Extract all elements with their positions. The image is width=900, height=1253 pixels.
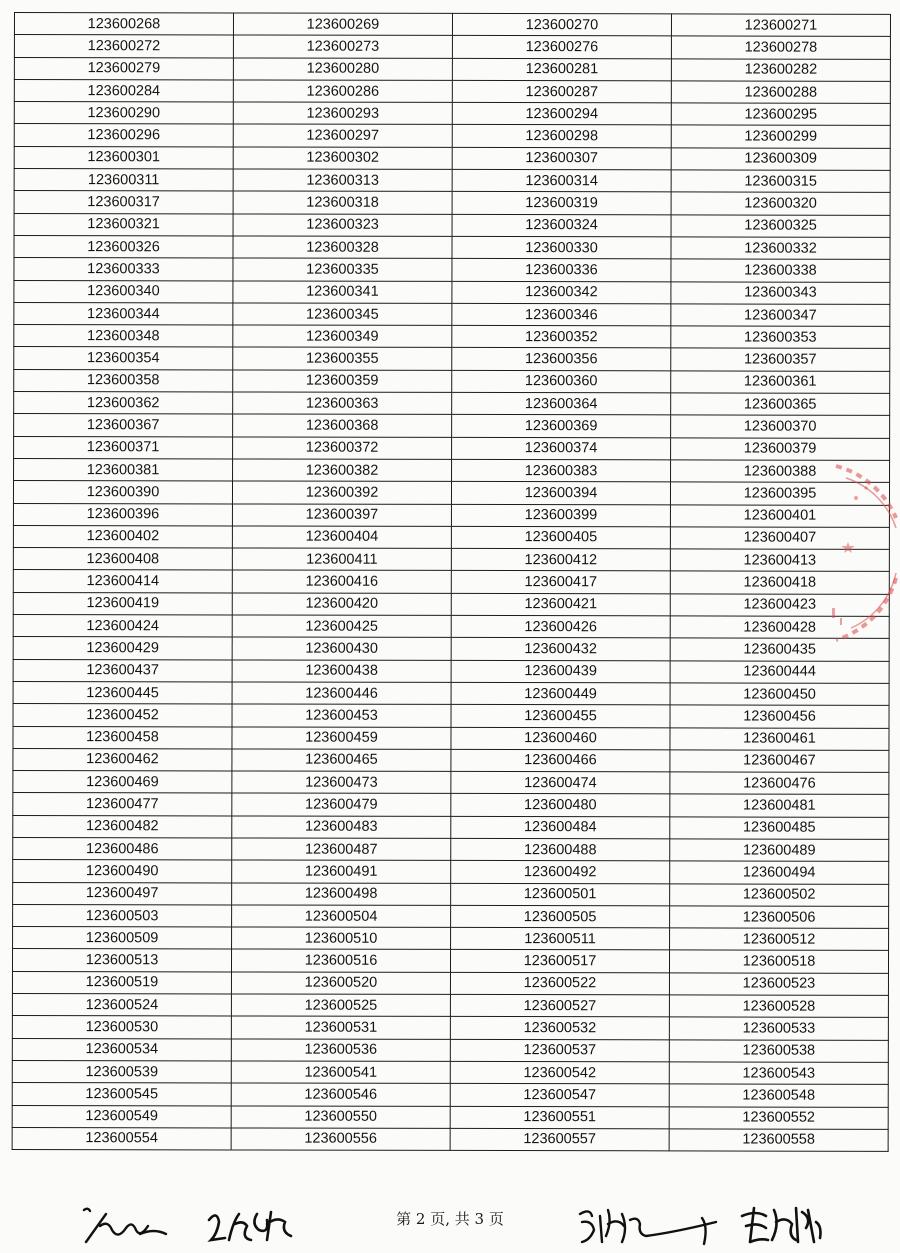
table-cell: 123600541 — [231, 1061, 450, 1084]
table-cell: 123600517 — [450, 950, 669, 973]
table-cell: 123600523 — [669, 973, 888, 996]
table-row — [13, 681, 889, 705]
table-cell: 123600476 — [670, 772, 889, 795]
table-cell: 123600554 — [12, 1127, 231, 1150]
table-cell: 123600278 — [671, 36, 890, 59]
table-cell: 123600279 — [14, 57, 233, 80]
table-cell: 123600354 — [14, 347, 233, 370]
table-cell: 123600488 — [451, 838, 670, 861]
table-cell: 123600359 — [233, 370, 452, 393]
table-cell: 123600396 — [13, 503, 232, 526]
table-cell: 123600536 — [231, 1039, 450, 1062]
table-cell: 123600371 — [14, 436, 233, 459]
table-cell: 123600525 — [231, 994, 450, 1017]
table-cell: 123600520 — [231, 972, 450, 995]
table-cell: 123600445 — [13, 681, 232, 704]
table-cell: 123600483 — [232, 816, 451, 839]
table-cell: 123600542 — [450, 1061, 669, 1084]
table-row — [14, 302, 890, 326]
table-row — [14, 191, 890, 215]
table-cell: 123600325 — [671, 215, 890, 238]
table-cell: 123600417 — [451, 571, 670, 594]
table-row — [14, 13, 890, 37]
table-cell: 123600295 — [671, 103, 890, 126]
red-seal-icon — [796, 458, 900, 648]
table-cell: 123600324 — [452, 214, 671, 237]
table-cell: 123600320 — [671, 192, 890, 215]
table-cell: 123600395 — [670, 482, 889, 505]
table-cell: 123600477 — [13, 793, 232, 816]
table-cell: 123600506 — [670, 906, 889, 929]
table-cell: 123600390 — [13, 481, 232, 504]
table-cell: 123600330 — [452, 236, 671, 259]
table-row — [13, 793, 889, 817]
table-cell: 123600423 — [670, 594, 889, 617]
table-row — [13, 837, 889, 861]
table-row — [14, 325, 890, 349]
table-row — [14, 213, 890, 237]
table-cell: 123600479 — [232, 793, 451, 816]
table-cell: 123600549 — [12, 1105, 231, 1128]
table-cell: 123600364 — [452, 392, 671, 415]
table-cell: 123600534 — [12, 1038, 231, 1061]
table-cell: 123600438 — [232, 660, 451, 683]
table-row — [12, 1127, 888, 1151]
table-cell: 123600449 — [451, 682, 670, 705]
table-cell: 123600268 — [14, 13, 233, 36]
table-row — [14, 124, 890, 148]
table-cell: 123600545 — [12, 1083, 231, 1106]
table-cell: 123600546 — [231, 1083, 450, 1106]
table-row — [13, 659, 889, 683]
table-row — [13, 927, 889, 951]
table-cell: 123600272 — [14, 35, 233, 58]
table-cell: 123600439 — [451, 660, 670, 683]
table-cell: 123600404 — [232, 526, 451, 549]
table-cell: 123600419 — [13, 592, 232, 615]
table-cell: 123600558 — [669, 1129, 888, 1152]
table-row — [13, 704, 889, 728]
table-cell: 123600297 — [233, 124, 452, 147]
table-cell: 123600487 — [232, 838, 451, 861]
table-cell: 123600321 — [14, 213, 233, 236]
table-cell: 123600408 — [13, 548, 232, 571]
table-row — [13, 525, 889, 549]
table-row — [12, 971, 888, 995]
table-cell: 123600462 — [13, 748, 232, 771]
table-cell: 123600474 — [451, 772, 670, 795]
table-cell: 123600430 — [232, 637, 451, 660]
table-cell: 123600333 — [14, 258, 233, 281]
table-cell: 123600286 — [233, 80, 452, 103]
table-cell: 123600465 — [232, 749, 451, 772]
table-cell: 123600461 — [670, 727, 889, 750]
table-cell: 123600416 — [232, 570, 451, 593]
table-cell: 123600485 — [670, 817, 889, 840]
table-row — [14, 102, 890, 126]
table-row — [14, 57, 890, 81]
table-cell: 123600556 — [231, 1128, 450, 1151]
table-cell: 123600498 — [232, 883, 451, 906]
table-cell: 123600381 — [14, 458, 233, 481]
table-cell: 123600357 — [671, 348, 890, 371]
table-cell: 123600484 — [451, 816, 670, 839]
table-cell: 123600353 — [671, 326, 890, 349]
table-row — [13, 860, 889, 884]
table-cell: 123600450 — [670, 683, 889, 706]
table-cell: 123600460 — [451, 727, 670, 750]
table-cell: 123600314 — [452, 169, 671, 192]
table-cell: 123600315 — [671, 170, 890, 193]
table-cell: 123600504 — [232, 905, 451, 928]
table-cell: 123600452 — [13, 704, 232, 727]
table-cell: 123600552 — [669, 1106, 888, 1129]
table-row — [13, 726, 889, 750]
table-cell: 123600489 — [670, 839, 889, 862]
table-cell: 123600361 — [671, 371, 890, 394]
table-cell: 123600505 — [451, 905, 670, 928]
table-cell: 123600352 — [452, 326, 671, 349]
table-cell: 123600497 — [13, 882, 232, 905]
table-cell: 123600492 — [451, 861, 670, 884]
table-cell: 123600503 — [13, 904, 232, 927]
table-cell: 123600270 — [452, 13, 671, 36]
table-cell: 123600453 — [232, 704, 451, 727]
table-cell: 123600444 — [670, 660, 889, 683]
table-cell: 123600340 — [14, 280, 233, 303]
table-cell: 123600543 — [669, 1062, 888, 1085]
table-cell: 123600271 — [671, 14, 890, 37]
table-row — [12, 1016, 888, 1040]
table-cell: 123600531 — [231, 1016, 450, 1039]
table-cell: 123600446 — [232, 682, 451, 705]
table-cell: 123600348 — [14, 325, 233, 348]
table-cell: 123600537 — [450, 1039, 669, 1062]
table-cell: 123600302 — [233, 147, 452, 170]
table-cell: 123600432 — [451, 638, 670, 661]
table-cell: 123600557 — [450, 1128, 669, 1151]
table-cell: 123600347 — [671, 304, 890, 327]
table-row — [13, 771, 889, 795]
table-cell: 123600425 — [232, 615, 451, 638]
table-row — [12, 1060, 888, 1084]
table-cell: 123600413 — [670, 549, 889, 572]
table-cell: 123600551 — [450, 1106, 669, 1129]
table-cell: 123600418 — [670, 571, 889, 594]
table-cell: 123600539 — [12, 1060, 231, 1083]
table-cell: 123600401 — [670, 504, 889, 527]
table-row — [13, 637, 889, 661]
table-cell: 123600481 — [670, 794, 889, 817]
table-cell: 123600365 — [671, 393, 890, 416]
table-cell: 123600473 — [232, 771, 451, 794]
table-row — [13, 815, 889, 839]
table-cell: 123600550 — [231, 1106, 450, 1129]
table-row — [14, 369, 890, 393]
table-cell: 123600317 — [14, 191, 233, 214]
table-cell: 123600288 — [671, 81, 890, 104]
table-cell: 123600345 — [233, 303, 452, 326]
table-cell: 123600294 — [452, 103, 671, 126]
table-cell: 123600490 — [13, 860, 232, 883]
table-cell: 123600509 — [13, 927, 232, 950]
table-row — [12, 1038, 888, 1062]
table-cell: 123600280 — [233, 58, 452, 81]
table-cell: 123600437 — [13, 659, 232, 682]
table-cell: 123600407 — [670, 527, 889, 550]
table-row — [14, 392, 890, 416]
table-cell: 123600522 — [450, 972, 669, 995]
table-cell: 123600332 — [671, 237, 890, 260]
table-cell: 123600379 — [671, 438, 890, 461]
table-cell: 123600382 — [233, 459, 452, 482]
table-cell: 123600486 — [13, 837, 232, 860]
table-cell: 123600287 — [452, 80, 671, 103]
table-row — [13, 548, 889, 572]
table-row — [14, 347, 890, 371]
table-cell: 123600269 — [233, 13, 452, 36]
table-row — [14, 436, 890, 460]
table-cell: 123600548 — [669, 1084, 888, 1107]
table-cell: 123600342 — [452, 281, 671, 304]
table-row — [13, 481, 889, 505]
table-cell: 123600369 — [452, 415, 671, 438]
table-row — [14, 146, 890, 170]
table-cell: 123600467 — [670, 750, 889, 773]
table-row — [14, 458, 890, 482]
table-cell: 123600372 — [233, 437, 452, 460]
table-cell: 123600459 — [232, 726, 451, 749]
table-cell: 123600402 — [13, 525, 232, 548]
table-cell: 123600466 — [451, 749, 670, 772]
table-row — [13, 615, 889, 639]
table-row — [14, 79, 890, 103]
table-cell: 123600298 — [452, 125, 671, 148]
table-row — [14, 35, 890, 59]
table-cell: 123600405 — [451, 526, 670, 549]
table-cell: 123600518 — [669, 950, 888, 973]
table-cell: 123600318 — [233, 191, 452, 214]
table-cell: 123600309 — [671, 148, 890, 171]
table-body — [12, 13, 890, 1152]
table-cell: 123600341 — [233, 281, 452, 304]
table-row — [13, 592, 889, 616]
table-cell: 123600358 — [14, 369, 233, 392]
table-row — [13, 882, 889, 906]
table-cell: 123600367 — [14, 414, 233, 437]
table-cell: 123600456 — [670, 705, 889, 728]
table-cell: 123600469 — [13, 771, 232, 794]
table-cell: 123600323 — [233, 214, 452, 237]
table-cell: 123600513 — [12, 949, 231, 972]
table-cell: 123600299 — [671, 125, 890, 148]
table-cell: 123600349 — [233, 325, 452, 348]
table-row — [14, 235, 890, 259]
table-cell: 123600512 — [670, 928, 889, 951]
table-cell: 123600344 — [14, 302, 233, 325]
number-table — [12, 12, 891, 1152]
table-cell: 123600511 — [451, 928, 670, 951]
table-cell: 123600399 — [451, 504, 670, 527]
table-cell: 123600336 — [452, 259, 671, 282]
table-cell: 123600412 — [451, 549, 670, 572]
table-cell: 123600494 — [670, 861, 889, 884]
table-cell: 123600328 — [233, 236, 452, 259]
table-row — [12, 1105, 888, 1129]
table-row — [14, 414, 890, 438]
table-cell: 123600426 — [451, 615, 670, 638]
table-cell: 123600435 — [670, 638, 889, 661]
table-cell: 123600319 — [452, 192, 671, 215]
table-cell: 123600532 — [450, 1017, 669, 1040]
table-cell: 123600491 — [232, 860, 451, 883]
table-cell: 123600394 — [451, 482, 670, 505]
table-cell: 123600355 — [233, 347, 452, 370]
table-cell: 123600482 — [13, 815, 232, 838]
table-cell: 123600362 — [14, 392, 233, 415]
table-cell: 123600502 — [670, 883, 889, 906]
table-cell: 123600360 — [452, 370, 671, 393]
table-cell: 123600313 — [233, 169, 452, 192]
table-cell: 123600480 — [451, 794, 670, 817]
table-cell: 123600343 — [671, 281, 890, 304]
page-number: 第 2 页, 共 3 页 — [396, 1210, 504, 1228]
table-cell: 123600397 — [232, 503, 451, 526]
table-cell: 123600510 — [232, 927, 451, 950]
table-row — [13, 570, 889, 594]
table-cell: 123600538 — [669, 1040, 888, 1063]
table-cell: 123600429 — [13, 637, 232, 660]
table-cell: 123600290 — [14, 102, 233, 125]
table-cell: 123600519 — [12, 971, 231, 994]
table-cell: 123600296 — [14, 124, 233, 147]
table-cell: 123600455 — [451, 705, 670, 728]
table-cell: 123600293 — [233, 102, 452, 125]
table-cell: 123600501 — [451, 883, 670, 906]
table-cell: 123600311 — [14, 169, 233, 192]
table-cell: 123600282 — [671, 58, 890, 81]
table-cell: 123600374 — [452, 437, 671, 460]
table-cell: 123600516 — [231, 949, 450, 972]
table-cell: 123600528 — [669, 995, 888, 1018]
table-row — [14, 280, 890, 304]
table-cell: 123600363 — [233, 392, 452, 415]
table-cell: 123600424 — [13, 615, 232, 638]
table-cell: 123600338 — [671, 259, 890, 282]
table-cell: 123600276 — [452, 36, 671, 59]
table-cell: 123600527 — [450, 994, 669, 1017]
table-row — [12, 949, 888, 973]
table-cell: 123600458 — [13, 726, 232, 749]
table-cell: 123600284 — [14, 79, 233, 102]
table-row — [13, 748, 889, 772]
table-cell: 123600281 — [452, 58, 671, 81]
table-cell: 123600420 — [232, 593, 451, 616]
table-cell: 123600383 — [452, 459, 671, 482]
table-row — [14, 258, 890, 282]
table-cell: 123600414 — [13, 570, 232, 593]
table-row — [14, 169, 890, 193]
table-cell: 123600346 — [452, 303, 671, 326]
table-cell: 123600273 — [233, 35, 452, 58]
table-row — [12, 994, 888, 1018]
table-row — [12, 1083, 888, 1107]
table-row — [13, 904, 889, 928]
table-cell: 123600326 — [14, 235, 233, 258]
table-cell: 123600533 — [669, 1017, 888, 1040]
table-cell: 123600428 — [670, 616, 889, 639]
table-cell: 123600301 — [14, 146, 233, 169]
table-cell: 123600307 — [452, 147, 671, 170]
table-cell: 123600530 — [12, 1016, 231, 1039]
table-cell: 123600547 — [450, 1084, 669, 1107]
table-cell: 123600392 — [232, 481, 451, 504]
table-cell: 123600421 — [451, 593, 670, 616]
table-cell: 123600411 — [232, 548, 451, 571]
table-row — [13, 503, 889, 527]
table-cell: 123600370 — [671, 415, 890, 438]
table-cell: 123600335 — [233, 258, 452, 281]
table-cell: 123600524 — [12, 994, 231, 1017]
table-cell: 123600388 — [671, 460, 890, 483]
table-cell: 123600368 — [233, 414, 452, 437]
table-cell: 123600356 — [452, 348, 671, 371]
